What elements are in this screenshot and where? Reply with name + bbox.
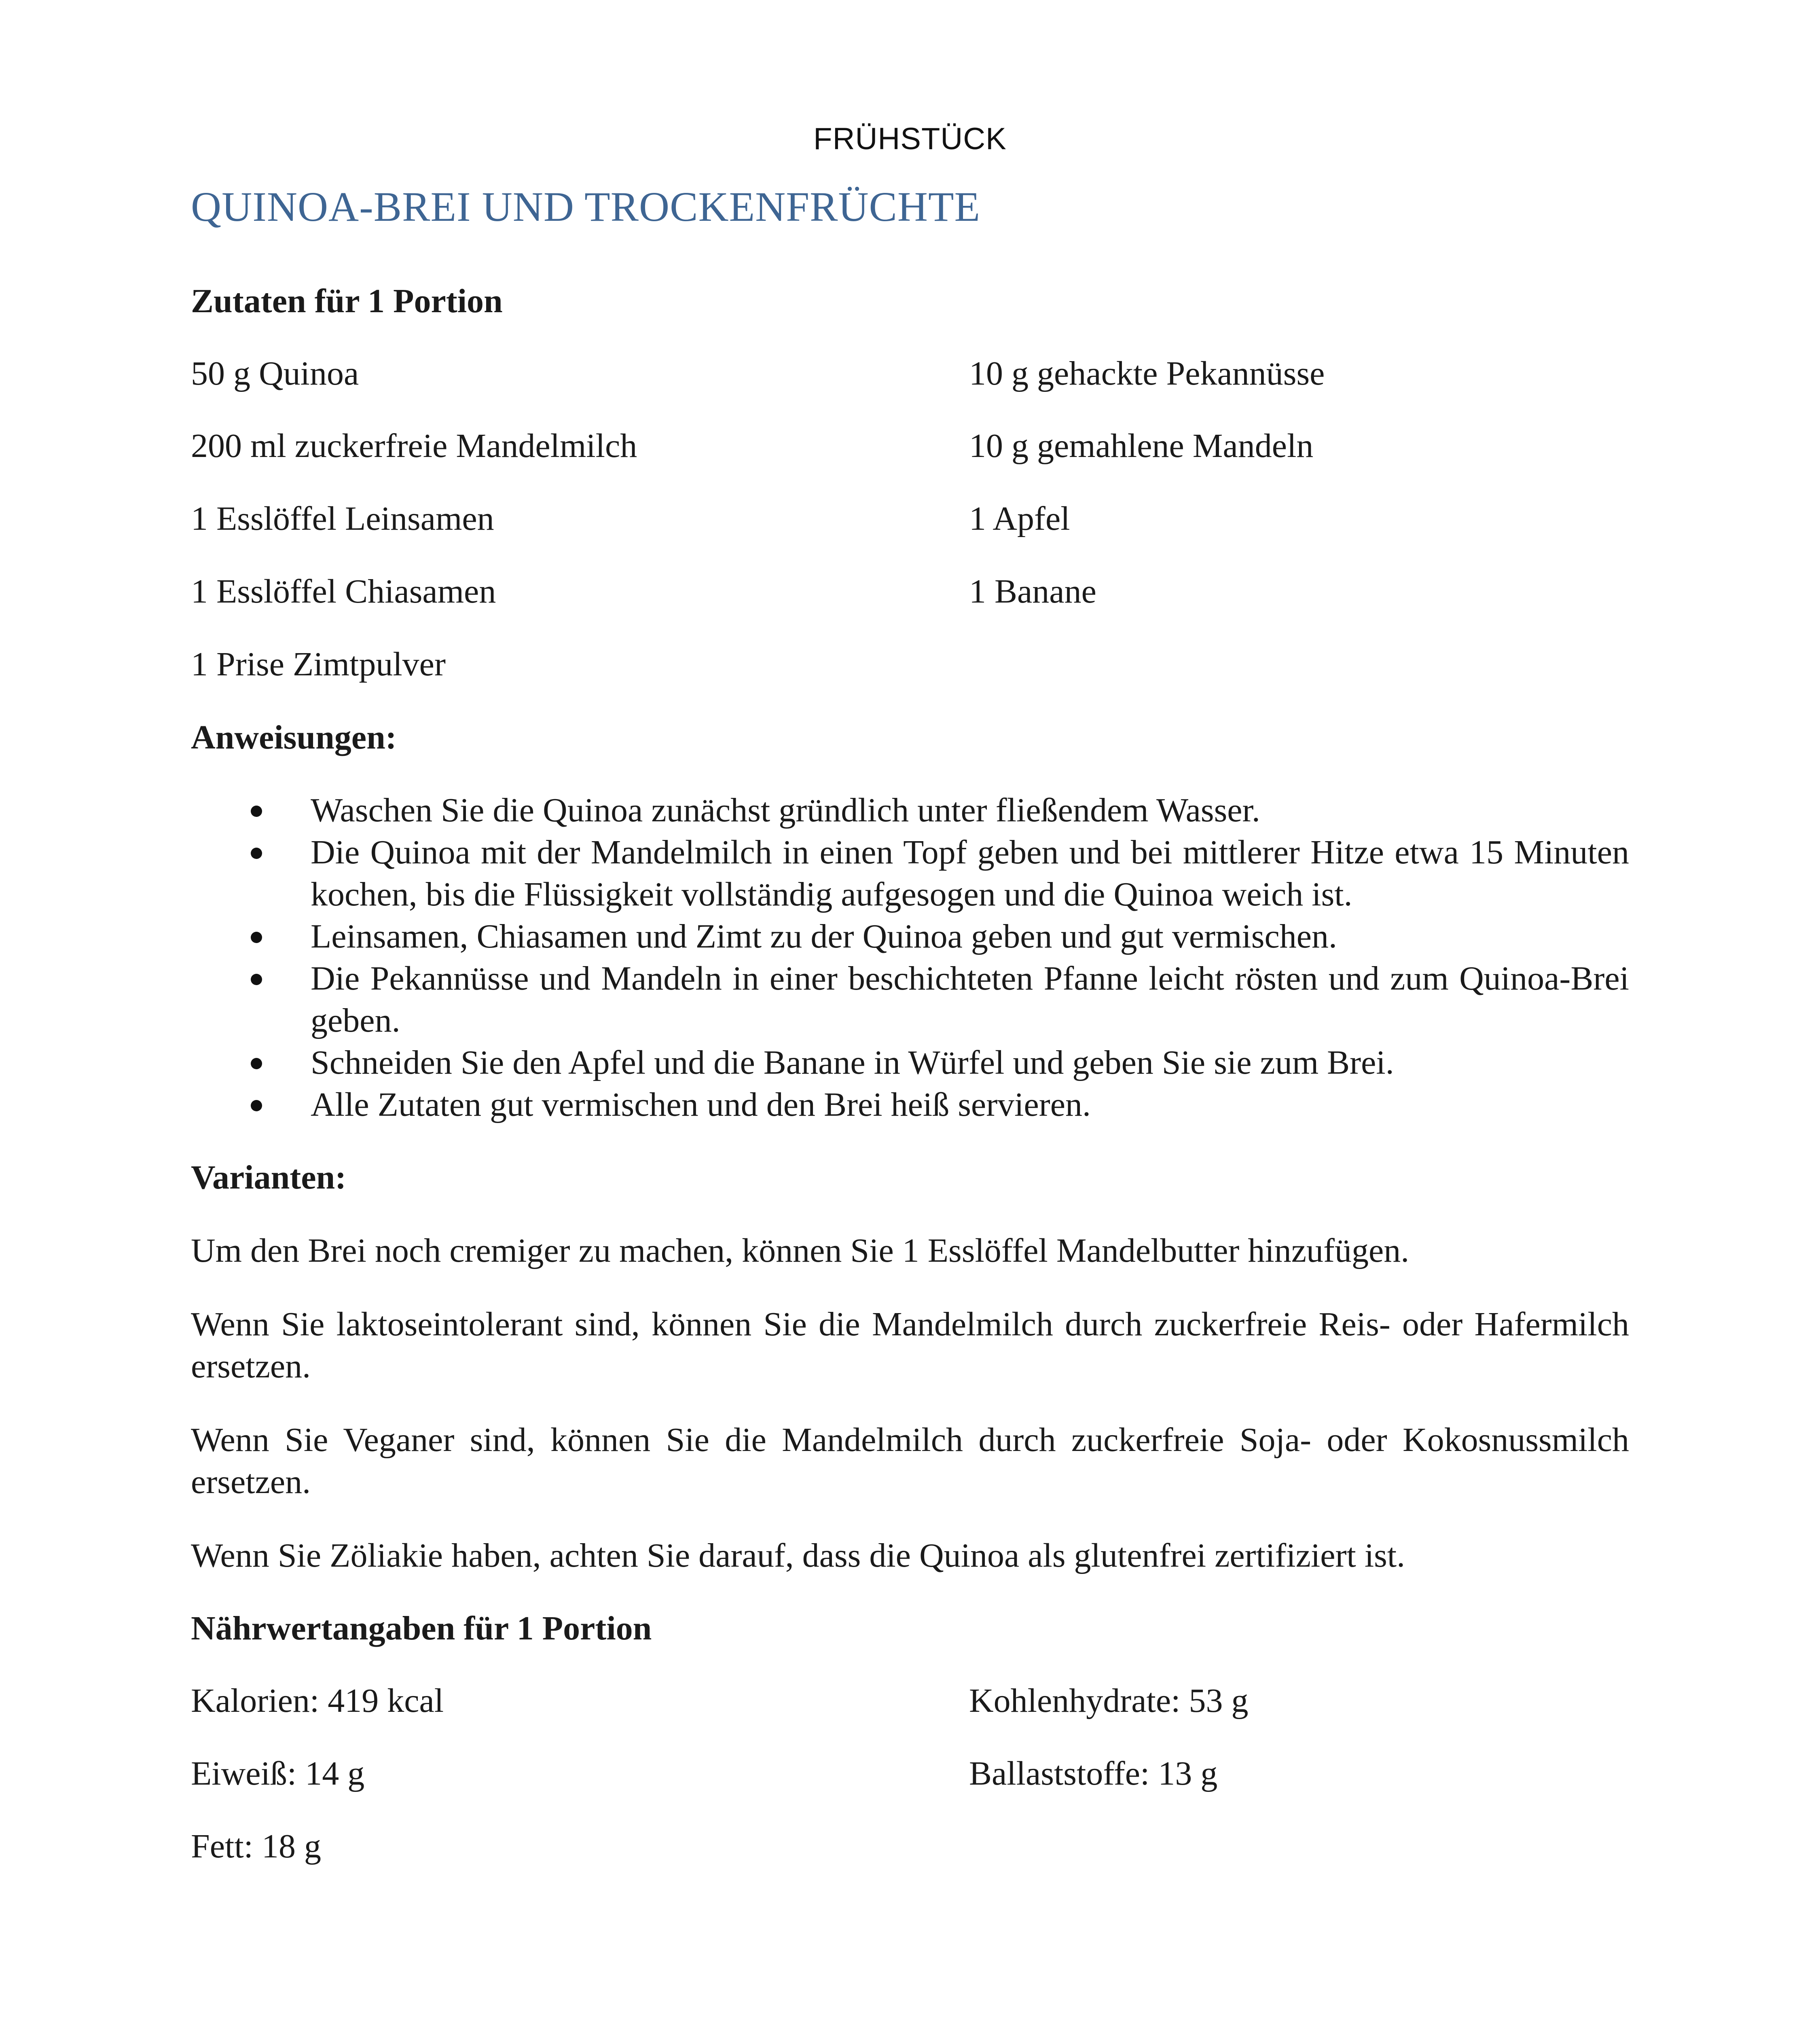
variant-paragraph: Wenn Sie laktoseintolerant sind, können Sie die Mandelmilch durch zuckerfreie Reis- oder Hafermilch ersetzen. <box>191 1305 1629 1385</box>
running-header: FRÜHSTÜCK <box>813 122 1007 156</box>
ingredient-item: 200 ml zuckerfreie Mandelmilch <box>191 427 637 465</box>
instruction-step <box>191 1042 1629 1084</box>
instruction-step <box>191 831 1629 916</box>
bullet-icon <box>251 1100 262 1111</box>
ingredient-item: 1 Banane <box>969 572 1096 610</box>
instruction-text: Die Pekannüsse und Mandeln in einer beschichteten Pfanne leicht rösten und zum Quinoa-Brei geben. <box>311 960 1629 1040</box>
instruction-text: Waschen Sie die Quinoa zunächst gründlich unter fließendem Wasser. <box>311 791 1260 829</box>
nutrition-item: Ballaststoffe: 13 g <box>969 1754 1218 1792</box>
ingredient-item: 50 g Quinoa <box>191 354 359 392</box>
variants-heading: Varianten: <box>191 1159 347 1197</box>
instruction-text: Alle Zutaten gut vermischen und den Brei heiß servieren. <box>311 1086 1091 1124</box>
instruction-step <box>191 1084 1629 1126</box>
nutrition-item: Fett: 18 g <box>191 1827 322 1865</box>
bullet-icon <box>251 974 262 985</box>
nutrition-heading: Nährwertangaben für 1 Portion <box>191 1610 652 1648</box>
instruction-text: Schneiden Sie den Apfel und die Banane in Würfel und geben Sie sie zum Brei. <box>311 1044 1394 1082</box>
instructions-heading: Anweisungen: <box>191 718 397 756</box>
ingredient-item: 1 Prise Zimtpulver <box>191 645 446 683</box>
ingredients-list <box>191 353 1629 685</box>
instruction-text: Leinsamen, Chiasamen und Zimt zu der Quinoa geben und gut vermischen. <box>311 918 1337 956</box>
nutrition-item: Kalorien: 419 kcal <box>191 1681 444 1720</box>
bullet-icon <box>251 932 262 943</box>
nutrition-item: Eiweiß: 14 g <box>191 1754 365 1792</box>
bullet-icon <box>251 848 262 859</box>
instruction-text: Die Quinoa mit der Mandelmilch in einen Topf geben und bei mittlerer Hitze etwa 15 Minuten kochen, bis die Flüssigkeit vollständig aufgesogen und die Quinoa weich ist. <box>311 833 1629 914</box>
nutrition-item: Kohlenhydrate: 53 g <box>969 1681 1249 1720</box>
page-content <box>191 182 1629 1899</box>
empty-cell <box>969 1826 1629 1867</box>
instructions-list <box>191 789 1629 1126</box>
nutrition-list <box>191 1681 1629 1867</box>
ingredient-item: 1 Esslöffel Chiasamen <box>191 572 496 610</box>
ingredient-item: 10 g gehackte Pekannüsse <box>969 354 1325 392</box>
variant-paragraph: Wenn Sie Veganer sind, können Sie die Mandelmilch durch zuckerfreie Soja- oder Kokosnussmilch ersetzen. <box>191 1421 1629 1501</box>
bullet-icon <box>251 1058 262 1069</box>
ingredient-item: 1 Apfel <box>969 500 1070 538</box>
ingredient-item: 10 g gemahlene Mandeln <box>969 427 1314 465</box>
bullet-icon <box>251 806 262 817</box>
instruction-step <box>191 789 1629 831</box>
ingredients-heading: Zutaten für 1 Portion <box>191 282 503 320</box>
variant-paragraph: Um den Brei noch cremiger zu machen, können Sie 1 Esslöffel Mandelbutter hinzufügen. <box>191 1232 1409 1270</box>
recipe-title: QUINOA-BREI UND TROCKENFRÜCHTE <box>191 184 981 230</box>
instruction-step <box>191 916 1629 958</box>
variant-paragraph: Wenn Sie Zöliakie haben, achten Sie darauf, dass die Quinoa als glutenfrei zertifiziert ist. <box>191 1537 1405 1575</box>
instruction-step <box>191 958 1629 1042</box>
empty-cell <box>969 644 1629 685</box>
ingredient-item: 1 Esslöffel Leinsamen <box>191 500 494 538</box>
